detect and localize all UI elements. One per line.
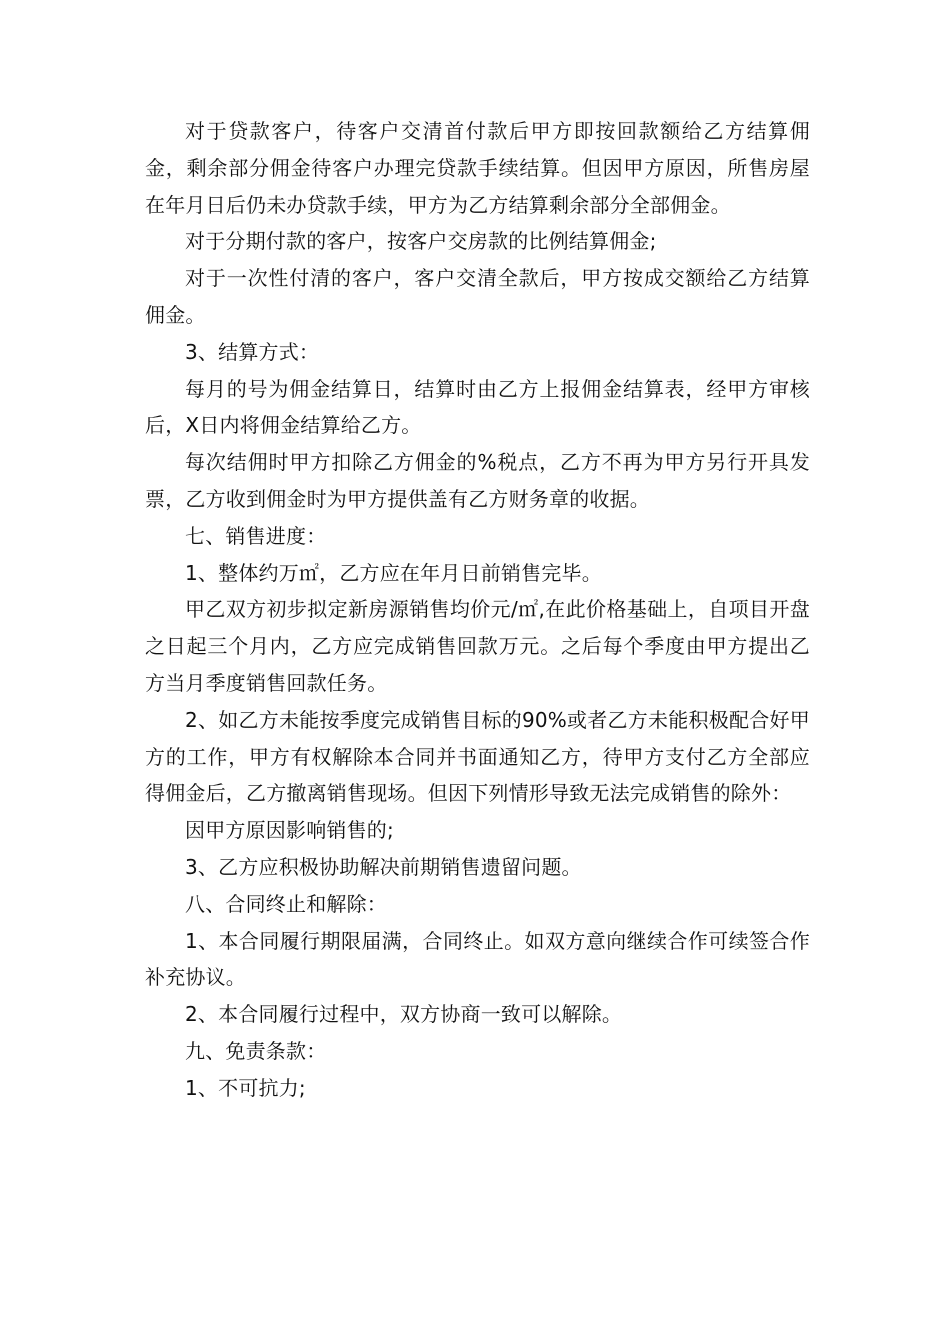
paragraph-legacy-issues: 3、乙方应积极协助解决前期销售遗留问题。 [185,854,582,879]
paragraph-mutual-termination: 2、本合同履行过程中，双方协商一致可以解除。 [185,1002,623,1027]
paragraph-lump-sum-commission: 对于一次性付清的客户，客户交清全款后，甲方按成交额给乙方结算佣金。 [145,266,810,327]
paragraph-sales-deadline: 1、整体约万㎡，乙方应在年月日前销售完毕。 [185,560,602,585]
paragraph-force-majeure: 1、不可抗力; [185,1075,306,1100]
paragraph-loan-client-commission: 对于贷款客户，待客户交清首付款后甲方即按回款额给乙方结算佣金，剩余部分佣金待客户办理完贷款手续结算。但因甲方原因，所售房屋在年月日后仍未办贷款手续，甲方为乙方结算剩余部分全部佣金。 [145,119,810,217]
paragraph-tax-deduction: 每次结佣时甲方扣除乙方佣金的%税点，乙方不再为甲方另行开具发票，乙方收到佣金时为甲方提供盖有乙方财务章的收据。 [145,450,810,511]
heading-settlement-method: 3、结算方式： [185,339,320,364]
heading-sales-progress: 七、销售进度： [185,523,327,548]
paragraph-term-expiry: 1、本合同履行期限届满，合同终止。如双方意向继续合作可续签合作补充协议。 [145,928,810,990]
paragraph-termination-condition: 2、如乙方未能按季度完成销售目标的90%或者乙方未能积极配合好甲方的工作，甲方有权解除本合同并书面通知乙方，待甲方支付乙方全部应得佣金后，乙方撤离销售现场。但因下列情形导致无法完成销售的除外： [145,707,810,806]
heading-contract-termination: 八、合同终止和解除： [185,891,387,916]
paragraph-installment-commission: 对于分期付款的客户，按客户交房款的比例结算佣金; [185,229,657,254]
heading-exemption-clause: 九、免责条款： [185,1038,327,1063]
paragraph-sales-price-target: 甲乙双方初步拟定新房源销售均价元/㎡,在此价格基础上，自项目开盘之日起三个月内，乙方应完成销售回款万元。之后每个季度由甲方提出乙方当月季度销售回款任务。 [145,597,810,695]
paragraph-exception-party-a: 因甲方原因影响销售的; [185,818,394,843]
document-body [145,113,810,1107]
paragraph-monthly-settlement: 每月的号为佣金结算日，结算时由乙方上报佣金结算表，经甲方审核后，X日内将佣金结算给乙方。 [145,376,810,438]
